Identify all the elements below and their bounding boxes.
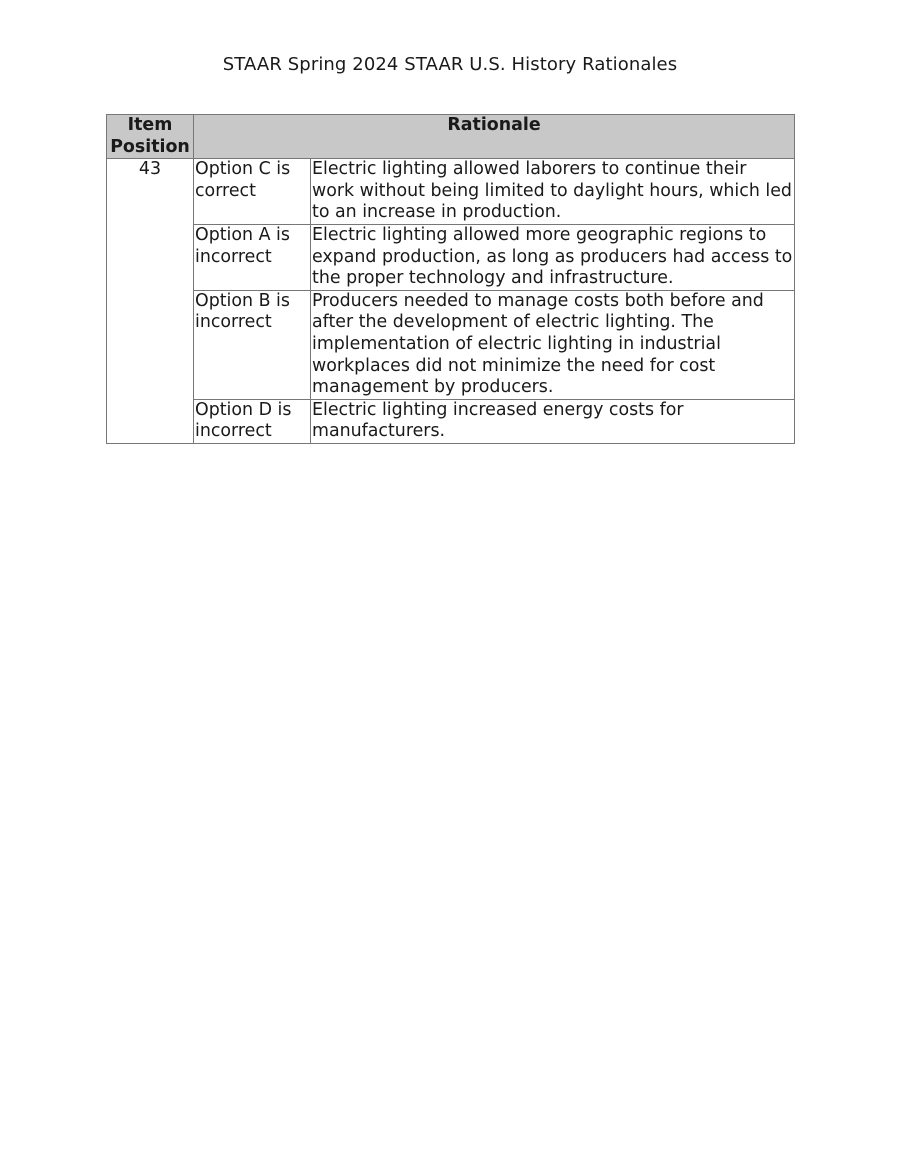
item-position-cell: 43 — [107, 159, 194, 444]
item-position-header: Item Position — [107, 115, 194, 159]
option-cell: Option C is correct — [194, 159, 311, 225]
table-row — [107, 159, 795, 225]
table-row — [107, 224, 795, 290]
option-cell: Option B is incorrect — [194, 290, 311, 399]
rationale-cell: Electric lighting increased energy costs for manufacturers. — [311, 399, 795, 443]
table-row — [107, 399, 795, 443]
rationale-cell: Electric lighting allowed laborers to continue their work without being limited to daylight hours, which led to an increase in production. — [311, 159, 795, 225]
rationale-table — [106, 114, 795, 444]
option-cell: Option D is incorrect — [194, 399, 311, 443]
rationale-cell: Electric lighting allowed more geographic regions to expand production, as long as producers had access to the proper technology and infrastructure. — [311, 224, 795, 290]
page-header-title: STAAR Spring 2024 STAAR U.S. History Rationales — [222, 54, 678, 75]
table-header-row — [107, 115, 795, 159]
option-cell: Option A is incorrect — [194, 224, 311, 290]
rationale-header: Rationale — [194, 115, 795, 159]
table-row — [107, 290, 795, 399]
rationale-cell: Producers needed to manage costs both before and after the development of electric lighting. The implementation of electric lighting in industrial workplaces did not minimize the need for cost management by producers. — [311, 290, 795, 399]
